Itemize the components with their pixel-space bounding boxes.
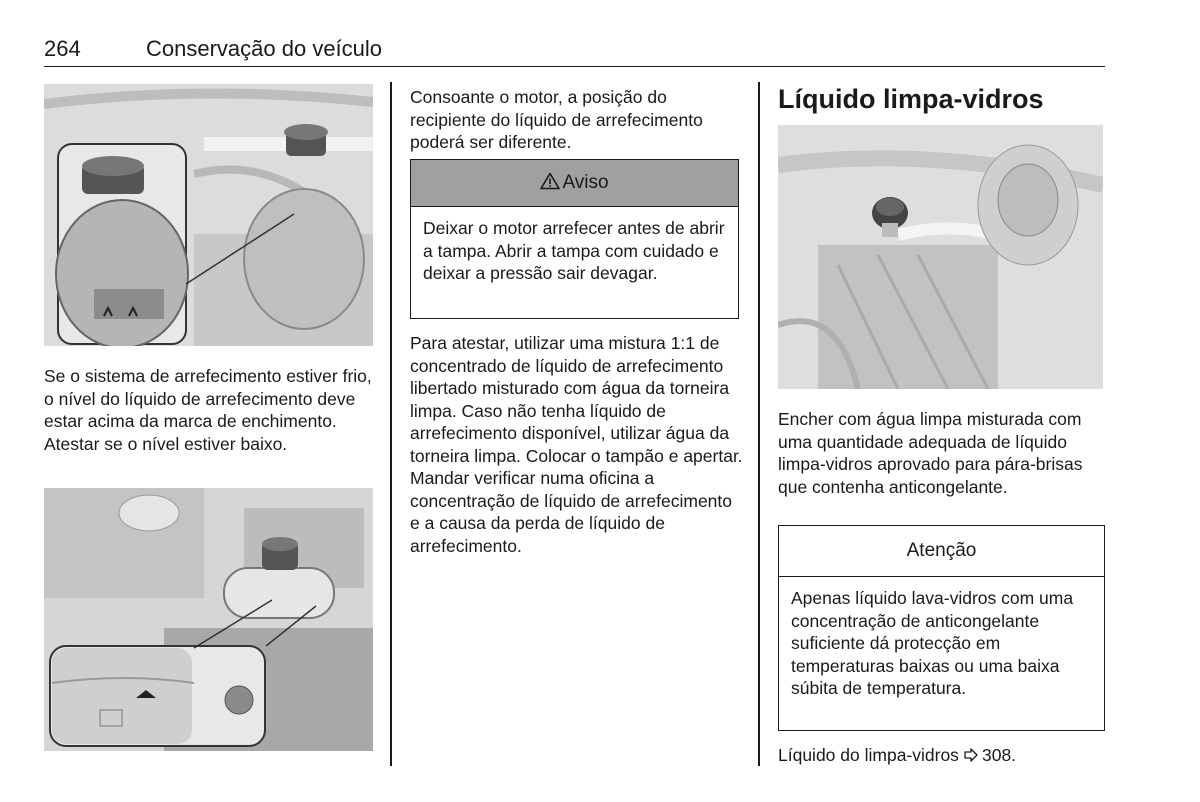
refill-instructions-paragraph: Para atestar, utilizar uma mistura 1:1 de concentrado de líquido de arrefecimento libertado misturado com água da torneira limpa. Caso não tenha líquido de arrefecimento disponível, utilizar água da torneira limpa. Colocar o tampão e apertar. Mandar verificar numa oficina a concentração de líquido de arrefecimento e a causa da perda de líquido de arrefecimento. <box>410 333 743 556</box>
washer-fluid-heading: Líquido limpa-vidros <box>778 84 1044 114</box>
section-title: Conservação do veículo <box>146 36 383 61</box>
attention-box <box>778 525 1105 731</box>
warning-triangle-icon <box>540 160 560 206</box>
page-number: 264 <box>44 36 81 61</box>
attention-text: Apenas líquido lava-vidros com uma concentração de anticongelante suficiente dá protecção em temperaturas baixas ou uma baixa súbita de temperatura. <box>791 588 1074 698</box>
washer-fill-paragraph: Encher com água limpa misturada com uma quantidade adequada de líquido limpa-vidros aprovado para pára-brisas que contenha anticongelante. <box>778 409 1083 497</box>
warning-header <box>411 160 738 207</box>
washer-fluid-reference <box>778 744 1103 769</box>
washer-fluid-reservoir-illustration <box>778 125 1103 389</box>
reservoir-position-paragraph: Consoante o motor, a posição do recipiente do líquido de arrefecimento poderá ser diferente. <box>410 87 703 152</box>
warning-box <box>410 159 739 319</box>
reference-page: 308. <box>981 745 1017 765</box>
column-divider-1 <box>390 82 392 766</box>
arrow-reference-icon <box>964 748 982 765</box>
warning-title: Aviso <box>562 172 609 193</box>
attention-header: Atenção <box>779 526 1104 577</box>
warning-text: Deixar o motor arrefecer antes de abrir a tampa. Abrir a tampa com cuidado e deixar a pressão sair devagar. <box>423 218 725 283</box>
coolant-reservoir-alt-illustration <box>44 488 373 751</box>
reference-text: Líquido do limpa-vidros <box>778 745 959 765</box>
coolant-level-paragraph: Se o sistema de arrefecimento estiver frio, o nível do líquido de arrefecimento deve estar acima da marca de enchimento. Atestar se o nível estiver baixo. <box>44 366 372 454</box>
coolant-reservoir-illustration <box>44 84 373 346</box>
page-header <box>44 36 1105 67</box>
column-divider-2 <box>758 82 760 766</box>
